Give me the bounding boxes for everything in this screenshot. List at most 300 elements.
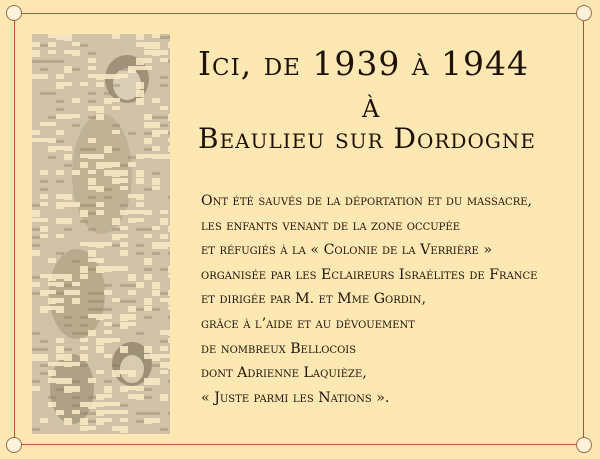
collage-tile-dark: [136, 308, 144, 311]
children-photo-collage: [32, 34, 170, 434]
collage-tile-dark: [120, 204, 128, 207]
collage-tile: [168, 338, 170, 343]
collage-tile: [56, 194, 64, 199]
collage-tile: [128, 290, 136, 295]
collage-tile: [168, 354, 170, 358]
collage-tile-dark: [80, 364, 88, 367]
collage-tile-dark: [112, 324, 120, 327]
collage-tile: [88, 74, 96, 78]
collage-tile-dark: [144, 316, 152, 319]
collage-tile: [56, 354, 64, 360]
collage-tile: [64, 34, 72, 41]
collage-tile: [64, 114, 72, 119]
collage-tile: [104, 402, 112, 406]
collage-tile: [32, 282, 40, 287]
collage-tile-dark: [152, 364, 160, 367]
collage-tile: [48, 274, 56, 281]
collage-tile: [112, 370, 120, 377]
collage-tile-dark: [32, 292, 40, 295]
collage-tile: [120, 242, 128, 247]
collage-tile: [168, 266, 170, 273]
collage-tile: [40, 194, 48, 199]
collage-tile-dark: [80, 148, 88, 151]
collage-tile: [72, 298, 80, 304]
collage-tile: [160, 370, 168, 374]
collage-tile: [128, 210, 136, 214]
collage-tile: [104, 266, 112, 272]
collage-tile: [136, 98, 144, 105]
collage-tile-dark: [152, 252, 160, 255]
collage-tile: [104, 162, 112, 168]
collage-tile-dark: [40, 68, 48, 71]
collage-tile: [160, 218, 168, 225]
collage-tile: [144, 122, 152, 128]
collage-tile: [168, 242, 170, 247]
collage-tile-dark: [136, 244, 144, 247]
collage-tile-dark: [144, 132, 152, 135]
collage-tile: [144, 258, 152, 265]
collage-tile: [112, 426, 120, 431]
collage-tile: [128, 370, 136, 377]
collage-tile: [96, 418, 104, 425]
collage-tile: [96, 242, 104, 248]
collage-tile: [136, 394, 144, 400]
collage-tile: [112, 234, 120, 240]
collage-tile: [48, 50, 56, 54]
collage-tile-dark: [56, 140, 64, 143]
collage-tile: [72, 362, 80, 366]
collage-tile: [64, 274, 72, 281]
collage-tile: [32, 130, 40, 135]
collage-tile: [144, 66, 152, 70]
collage-tile: [64, 66, 72, 73]
collage-tile-dark: [120, 300, 128, 303]
collage-tile: [120, 410, 128, 414]
collage-tile: [104, 290, 112, 295]
collage-tile-dark: [32, 348, 40, 351]
collage-tile: [152, 186, 160, 190]
inscription-line: et dirigée par M. et Mme Gordin,: [201, 291, 426, 308]
collage-tile-dark: [104, 188, 112, 191]
collage-tile-dark: [88, 116, 96, 119]
collage-tile: [56, 74, 64, 79]
collage-tile: [40, 354, 48, 361]
collage-tile: [160, 394, 168, 401]
collage-tile-dark: [88, 148, 96, 151]
collage-tile: [96, 114, 104, 120]
collage-tile: [88, 330, 96, 336]
collage-tile: [32, 210, 40, 217]
collage-tile: [80, 266, 88, 273]
collage-tile: [96, 410, 104, 416]
collage-tile: [48, 138, 56, 143]
collage-tile: [120, 210, 128, 215]
collage-tile: [104, 98, 112, 104]
collage-tile: [144, 274, 152, 280]
collage-tile-dark: [128, 284, 136, 287]
collage-tile: [136, 154, 144, 159]
collage-tile: [136, 82, 144, 89]
collage-tile-dark: [88, 396, 96, 399]
collage-tile: [112, 98, 120, 102]
collage-tile: [136, 58, 144, 65]
collage-tile: [48, 34, 56, 38]
plaque-title-dates: Ici, de 1939 à 1944: [198, 44, 529, 83]
collage-tile: [128, 66, 136, 73]
collage-tile: [56, 34, 64, 40]
collage-tile: [48, 290, 56, 294]
collage-tile: [144, 378, 152, 385]
collage-tile: [104, 170, 112, 176]
collage-tile: [56, 338, 64, 343]
collage-tile: [40, 202, 48, 206]
collage-tile-dark: [120, 284, 128, 287]
collage-tile: [152, 146, 160, 151]
collage-tile: [136, 194, 144, 200]
collage-tile: [168, 154, 170, 159]
collage-tile: [56, 130, 64, 135]
collage-tile: [112, 106, 120, 110]
collage-tile: [104, 74, 112, 79]
collage-tile-dark: [88, 196, 96, 199]
collage-tile-dark: [168, 380, 170, 383]
collage-tile: [40, 170, 48, 175]
inscription-line: dont Adrienne Laquièze,: [201, 365, 367, 382]
plaque-title-preposition: À: [362, 95, 381, 123]
collage-tile: [80, 242, 88, 246]
collage-tile: [80, 154, 88, 158]
collage-tile-dark: [144, 388, 152, 391]
inscription-line: et réfugiés à la « Colonie de la Verrière »: [201, 242, 493, 259]
collage-tile: [136, 282, 144, 288]
collage-tile-dark: [32, 380, 40, 383]
collage-tile: [48, 298, 56, 304]
collage-tile-dark: [120, 164, 128, 167]
collage-tile: [104, 394, 112, 398]
collage-tile: [32, 386, 40, 391]
collage-tile: [56, 410, 64, 415]
collage-tile-dark: [112, 228, 120, 231]
collage-tile-dark: [80, 204, 88, 207]
collage-tile: [120, 178, 128, 183]
collage-tile: [152, 282, 160, 289]
collage-tile: [80, 82, 88, 86]
collage-tile: [40, 234, 48, 238]
collage-tile-dark: [88, 268, 96, 271]
collage-tile-dark: [72, 404, 80, 407]
collage-tile-dark: [160, 36, 168, 39]
collage-tile: [88, 154, 96, 159]
collage-tile: [136, 386, 144, 391]
collage-tile: [96, 162, 104, 169]
collage-tile-dark: [72, 260, 80, 263]
collage-tile: [168, 362, 170, 369]
collage-tile: [136, 178, 144, 184]
collage-tile: [112, 130, 120, 134]
collage-tile: [64, 386, 72, 393]
collage-tile: [72, 410, 80, 414]
collage-tile-dark: [112, 364, 120, 367]
collage-tile: [144, 58, 152, 63]
collage-tile: [152, 98, 160, 103]
collage-tile: [56, 202, 64, 209]
collage-tile-dark: [40, 188, 48, 191]
collage-tile: [112, 338, 120, 342]
collage-tile: [144, 306, 152, 311]
collage-tile: [64, 290, 72, 295]
collage-tile: [168, 146, 170, 152]
collage-tile: [56, 362, 64, 366]
collage-tile: [64, 154, 72, 160]
collage-tile: [152, 42, 160, 49]
collage-tile: [136, 218, 144, 222]
collage-tile: [136, 210, 144, 214]
collage-tile-dark: [40, 44, 48, 47]
collage-tile: [48, 282, 56, 286]
collage-tile: [160, 242, 168, 249]
collage-tile: [32, 138, 40, 142]
collage-tile: [120, 426, 128, 433]
collage-tile-dark: [104, 92, 112, 95]
collage-tile-dark: [112, 84, 120, 87]
collage-tile-dark: [136, 412, 144, 415]
collage-tile: [40, 218, 48, 222]
collage-tile: [136, 66, 144, 70]
collage-tile: [32, 218, 40, 222]
collage-tile: [120, 346, 128, 353]
collage-tile: [120, 314, 128, 321]
collage-tile-dark: [144, 188, 152, 191]
collage-tile: [80, 354, 88, 361]
collage-tile: [48, 362, 56, 366]
collage-tile-dark: [120, 404, 128, 407]
collage-tile-dark: [152, 412, 160, 415]
collage-tile: [96, 186, 104, 192]
collage-tile: [144, 138, 152, 144]
collage-tile-dark: [152, 172, 160, 175]
collage-tile: [168, 274, 170, 278]
collage-tile-dark: [80, 324, 88, 327]
collage-tile: [88, 426, 96, 430]
collage-tile-dark: [152, 116, 160, 119]
collage-tile: [88, 138, 96, 143]
collage-tile: [168, 298, 170, 305]
collage-tile: [144, 346, 152, 353]
inscription-line: les enfants venant de la zone occupée: [201, 217, 461, 234]
collage-tile: [64, 362, 72, 367]
collage-tile: [48, 378, 56, 383]
collage-tile-dark: [112, 124, 120, 127]
collage-tile-dark: [32, 244, 40, 247]
collage-tile: [120, 266, 128, 271]
collage-tile: [80, 162, 88, 168]
collage-tile: [96, 210, 104, 215]
collage-tile: [80, 346, 88, 350]
collage-tile: [104, 314, 112, 319]
collage-tile: [144, 50, 152, 55]
collage-tile-dark: [96, 292, 104, 295]
collage-tile: [88, 250, 96, 257]
collage-tile-dark: [32, 428, 40, 431]
collage-tile: [152, 378, 160, 385]
collage-tile-dark: [128, 132, 136, 135]
collage-tile-dark: [32, 236, 40, 239]
collage-tile-dark: [32, 60, 40, 63]
collage-tile-dark: [56, 388, 64, 391]
collage-tile: [104, 354, 112, 358]
collage-tile-dark: [128, 156, 136, 159]
collage-tile-dark: [48, 156, 56, 159]
collage-tile: [48, 122, 56, 126]
collage-tile: [40, 138, 48, 142]
collage-tile: [72, 98, 80, 103]
collage-tile: [40, 290, 48, 296]
collage-tile: [152, 226, 160, 230]
collage-tile: [104, 322, 112, 326]
collage-tile: [168, 114, 170, 121]
collage-tile-dark: [136, 332, 144, 335]
collage-tile-dark: [80, 44, 88, 47]
collage-tile: [72, 50, 80, 56]
collage-tile: [128, 218, 136, 223]
collage-tile: [40, 274, 48, 278]
collage-tile: [160, 50, 168, 55]
collage-tile: [152, 178, 160, 185]
collage-tile-dark: [160, 116, 168, 119]
collage-tile: [112, 34, 120, 39]
collage-tile: [48, 306, 56, 310]
collage-tile: [152, 122, 160, 128]
collage-tile: [72, 290, 80, 295]
collage-tile-dark: [56, 108, 64, 111]
collage-tile: [96, 266, 104, 273]
collage-tile: [96, 314, 104, 320]
collage-tile-dark: [88, 412, 96, 415]
collage-tile: [88, 66, 96, 70]
collage-tile-dark: [104, 380, 112, 383]
collage-tile: [120, 234, 128, 238]
collage-tile: [96, 370, 104, 374]
collage-tile: [88, 242, 96, 247]
collage-tile: [128, 306, 136, 312]
collage-tile-dark: [168, 412, 170, 415]
collage-tile-dark: [160, 76, 168, 79]
collage-tile: [168, 226, 170, 232]
collage-tile-dark: [88, 292, 96, 295]
collage-tile: [112, 218, 120, 225]
collage-tile: [32, 250, 40, 256]
collage-tile: [96, 346, 104, 353]
collage-tile: [96, 402, 104, 407]
collage-tile: [128, 274, 136, 281]
collage-tile: [64, 354, 72, 361]
collage-tile-dark: [80, 332, 88, 335]
collage-tile: [48, 370, 56, 376]
collage-tile-dark: [160, 292, 168, 295]
collage-tile: [128, 162, 136, 167]
collage-tile: [64, 202, 72, 207]
collage-tile-dark: [168, 132, 170, 135]
collage-tile-dark: [128, 300, 136, 303]
collage-tile-dark: [64, 164, 72, 167]
collage-tile: [152, 290, 160, 296]
collage-tile-dark: [80, 412, 88, 415]
collage-tile-dark: [136, 228, 144, 231]
collage-tile: [96, 258, 104, 263]
collage-tile: [96, 74, 104, 80]
collage-tile: [112, 298, 120, 302]
collage-tile-dark: [144, 412, 152, 415]
collage-tile: [64, 82, 72, 86]
collage-tile: [152, 34, 160, 38]
collage-tile: [96, 154, 104, 159]
collage-tile-dark: [168, 196, 170, 199]
corner-rivet-top-right: [576, 5, 592, 21]
collage-tile: [104, 338, 112, 343]
collage-tile: [136, 34, 144, 40]
collage-tile: [112, 410, 120, 414]
collage-tile: [160, 362, 168, 368]
collage-tile: [144, 114, 152, 120]
collage-tile-dark: [40, 340, 48, 343]
collage-tile: [88, 378, 96, 383]
collage-tile-dark: [40, 60, 48, 63]
collage-tile: [152, 354, 160, 361]
collage-tile-dark: [56, 60, 64, 63]
collage-tile: [136, 90, 144, 97]
collage-tile: [144, 210, 152, 215]
collage-tile: [152, 418, 160, 423]
collage-tile-dark: [96, 308, 104, 311]
collage-tile: [88, 58, 96, 63]
collage-tile: [56, 346, 64, 353]
collage-tile: [112, 162, 120, 167]
collage-tile: [88, 186, 96, 190]
collage-tile: [136, 202, 144, 207]
collage-tile: [144, 154, 152, 158]
collage-tile: [56, 82, 64, 89]
collage-tile: [56, 298, 64, 303]
collage-tile-dark: [72, 68, 80, 71]
collage-tile: [32, 42, 40, 47]
collage-tile: [168, 306, 170, 310]
collage-tile: [128, 194, 136, 198]
collage-tile: [48, 42, 56, 47]
collage-tile-dark: [40, 372, 48, 375]
collage-tile: [80, 426, 88, 431]
collage-tile-dark: [32, 228, 40, 231]
collage-tile: [56, 114, 64, 119]
collage-tile: [32, 50, 40, 57]
collage-tile-dark: [40, 348, 48, 351]
collage-tile-dark: [160, 340, 168, 343]
collage-tile-dark: [104, 284, 112, 287]
collage-tile: [152, 242, 160, 249]
collage-tile: [56, 282, 64, 287]
collage-tile: [120, 418, 128, 422]
collage-tile: [112, 170, 120, 177]
collage-tile: [144, 354, 152, 359]
collage-tile: [128, 394, 136, 399]
collage-tile: [128, 386, 136, 390]
collage-tile: [144, 234, 152, 238]
collage-tile-dark: [136, 252, 144, 255]
collage-tile-dark: [168, 316, 170, 319]
collage-tile-dark: [32, 204, 40, 207]
collage-tile: [88, 178, 96, 185]
collage-tile: [112, 402, 120, 406]
collage-tile: [72, 42, 80, 46]
